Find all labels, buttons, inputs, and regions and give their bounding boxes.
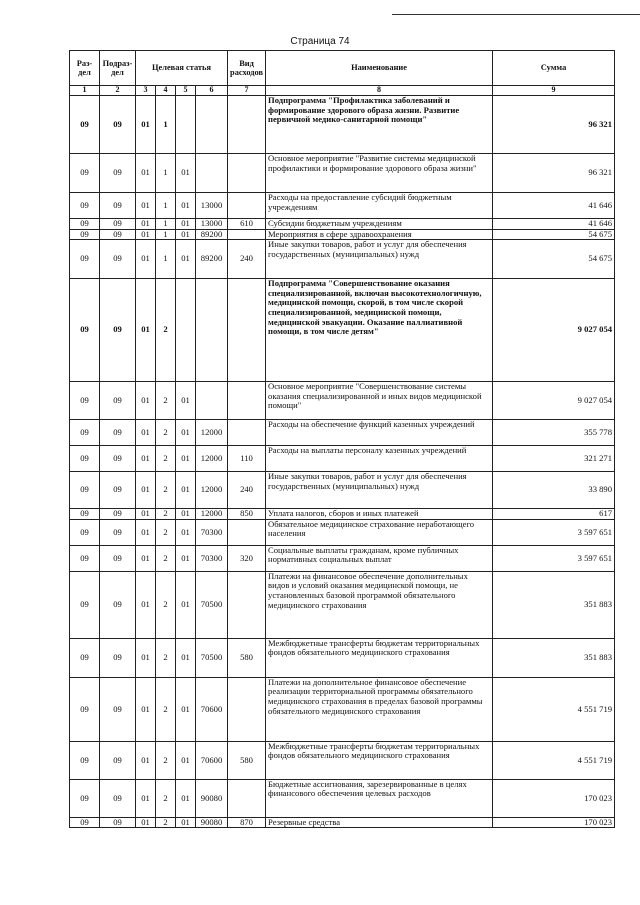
table-row <box>70 545 615 571</box>
cell-direction <box>196 382 228 420</box>
cell-vid-rashodov <box>228 192 266 218</box>
cell-summa: 170 023 <box>493 817 615 828</box>
cell-razdel: 09 <box>70 279 100 382</box>
cell-subprogram: 1 <box>156 229 176 240</box>
cell-summa: 96 321 <box>493 153 615 192</box>
cell-razdel: 09 <box>70 446 100 472</box>
cell-naimenovanie: Подпрограмма "Профилактика заболеваний и формирование здорового образа жизни. Развитие первичной медико-санитарной помощи" <box>266 95 493 153</box>
cell-program: 01 <box>136 677 156 741</box>
cell-direction: 70300 <box>196 519 228 545</box>
cell-measure: 01 <box>176 229 196 240</box>
cell-razdel: 09 <box>70 545 100 571</box>
cell-measure: 01 <box>176 571 196 638</box>
column-number-row <box>70 86 615 96</box>
cell-podrazdel: 09 <box>100 741 136 779</box>
cell-razdel: 09 <box>70 509 100 520</box>
cell-direction: 12000 <box>196 472 228 509</box>
cell-measure: 01 <box>176 192 196 218</box>
cell-subprogram: 1 <box>156 153 176 192</box>
cell-razdel: 09 <box>70 420 100 446</box>
cell-naimenovanie: Основное мероприятие "Совершенствование системы оказания специализированной и иных видов медицинской помощи" <box>266 382 493 420</box>
cell-summa: 41 646 <box>493 192 615 218</box>
cell-summa: 96 321 <box>493 95 615 153</box>
cell-naimenovanie: Платежи на дополнительное финансовое обеспечение реализации территориальной программы обязательного медицинского страхования в пределах базовой программы обязательного медицинского страхования <box>266 677 493 741</box>
cell-program: 01 <box>136 741 156 779</box>
cell-program: 01 <box>136 95 156 153</box>
cell-naimenovanie: Обязательное медицинское страхование неработающего населения <box>266 519 493 545</box>
cell-subprogram: 2 <box>156 382 176 420</box>
cell-razdel: 09 <box>70 779 100 817</box>
cell-program: 01 <box>136 420 156 446</box>
table-row <box>70 677 615 741</box>
cell-measure: 01 <box>176 519 196 545</box>
header-naimenovanie: Наименование <box>266 51 493 86</box>
cell-program: 01 <box>136 509 156 520</box>
cell-subprogram: 1 <box>156 192 176 218</box>
cell-naimenovanie: Межбюджетные трансферты бюджетам территориальных фондов обязательного медицинского страхования <box>266 638 493 677</box>
cell-razdel: 09 <box>70 153 100 192</box>
cell-direction: 70500 <box>196 571 228 638</box>
cell-razdel: 09 <box>70 677 100 741</box>
cell-naimenovanie: Мероприятия в сфере здравоохранения <box>266 229 493 240</box>
header-celevaya-statya: Целевая статья <box>136 51 228 86</box>
cell-subprogram: 2 <box>156 509 176 520</box>
header-podrazdel: Подраз-дел <box>100 51 136 86</box>
table-row <box>70 472 615 509</box>
cell-subprogram: 2 <box>156 545 176 571</box>
table-row <box>70 817 615 828</box>
cell-measure <box>176 279 196 382</box>
table-row <box>70 279 615 382</box>
cell-naimenovanie: Подпрограмма "Совершенствование оказания специализированной, включая высокотехнологичную, медицинской помощи, скорой, в том числе скорой специализированной, медицинской помощи, медицинской эвакуации. Оказание паллиативной помощи, в том числе детям" <box>266 279 493 382</box>
cell-summa: 54 675 <box>493 229 615 240</box>
cell-podrazdel: 09 <box>100 677 136 741</box>
cell-razdel: 09 <box>70 192 100 218</box>
cell-program: 01 <box>136 192 156 218</box>
cell-program: 01 <box>136 153 156 192</box>
cell-razdel: 09 <box>70 519 100 545</box>
cell-podrazdel: 09 <box>100 817 136 828</box>
cell-subprogram: 2 <box>156 446 176 472</box>
cell-podrazdel: 09 <box>100 153 136 192</box>
cell-direction <box>196 95 228 153</box>
cell-podrazdel: 09 <box>100 519 136 545</box>
col-number: 9 <box>493 86 615 96</box>
cell-podrazdel: 09 <box>100 420 136 446</box>
table-row <box>70 638 615 677</box>
table-row <box>70 153 615 192</box>
cell-subprogram: 2 <box>156 420 176 446</box>
cell-razdel: 09 <box>70 218 100 229</box>
cell-program: 01 <box>136 638 156 677</box>
cell-direction: 13000 <box>196 192 228 218</box>
cell-summa: 355 778 <box>493 420 615 446</box>
cell-naimenovanie: Социальные выплаты гражданам, кроме публичных нормативных социальных выплат <box>266 545 493 571</box>
cell-razdel: 09 <box>70 817 100 828</box>
cell-subprogram: 1 <box>156 95 176 153</box>
cell-direction: 12000 <box>196 509 228 520</box>
cell-direction: 70500 <box>196 638 228 677</box>
col-number: 2 <box>100 86 136 96</box>
cell-naimenovanie: Расходы на выплаты персоналу казенных учреждений <box>266 446 493 472</box>
cell-naimenovanie: Уплата налогов, сборов и иных платежей <box>266 509 493 520</box>
cell-program: 01 <box>136 218 156 229</box>
cell-direction: 13000 <box>196 218 228 229</box>
cell-razdel: 09 <box>70 638 100 677</box>
table-row <box>70 382 615 420</box>
cell-program: 01 <box>136 229 156 240</box>
cell-vid-rashodov: 580 <box>228 638 266 677</box>
cell-podrazdel: 09 <box>100 472 136 509</box>
scan-artifact-line <box>392 14 640 15</box>
cell-summa: 9 027 054 <box>493 279 615 382</box>
table-row <box>70 420 615 446</box>
cell-podrazdel: 09 <box>100 218 136 229</box>
cell-vid-rashodov <box>228 95 266 153</box>
cell-subprogram: 2 <box>156 779 176 817</box>
cell-subprogram: 2 <box>156 638 176 677</box>
table-header-row <box>70 51 615 86</box>
cell-vid-rashodov <box>228 229 266 240</box>
cell-podrazdel: 09 <box>100 638 136 677</box>
col-number: 4 <box>156 86 176 96</box>
cell-vid-rashodov: 240 <box>228 472 266 509</box>
cell-podrazdel: 09 <box>100 240 136 279</box>
cell-podrazdel: 09 <box>100 779 136 817</box>
cell-subprogram: 1 <box>156 240 176 279</box>
cell-razdel: 09 <box>70 741 100 779</box>
cell-subprogram: 2 <box>156 817 176 828</box>
table-row <box>70 446 615 472</box>
header-razdel: Раз-дел <box>70 51 100 86</box>
cell-naimenovanie: Расходы на предоставление субсидий бюджетным учреждениям <box>266 192 493 218</box>
cell-naimenovanie: Расходы на обеспечение функций казенных учреждений <box>266 420 493 446</box>
cell-direction: 89200 <box>196 229 228 240</box>
cell-direction <box>196 153 228 192</box>
cell-measure: 01 <box>176 472 196 509</box>
page-number: Страница 74 <box>290 36 350 47</box>
cell-measure: 01 <box>176 509 196 520</box>
cell-measure: 01 <box>176 779 196 817</box>
cell-summa: 41 646 <box>493 218 615 229</box>
cell-summa: 170 023 <box>493 779 615 817</box>
col-number: 3 <box>136 86 156 96</box>
cell-podrazdel: 09 <box>100 279 136 382</box>
table-row <box>70 509 615 520</box>
cell-subprogram: 2 <box>156 519 176 545</box>
cell-summa: 4 551 719 <box>493 677 615 741</box>
table-row <box>70 519 615 545</box>
cell-program: 01 <box>136 519 156 545</box>
cell-naimenovanie: Резервные средства <box>266 817 493 828</box>
cell-summa: 617 <box>493 509 615 520</box>
cell-direction: 90080 <box>196 779 228 817</box>
cell-measure: 01 <box>176 638 196 677</box>
cell-podrazdel: 09 <box>100 95 136 153</box>
cell-naimenovanie: Бюджетные ассигнования, зарезервированные в целях финансового обеспечения целевых расходов <box>266 779 493 817</box>
table-row <box>70 218 615 229</box>
cell-direction: 70300 <box>196 545 228 571</box>
table-row <box>70 229 615 240</box>
cell-naimenovanie: Платежи на финансовое обеспечение дополнительных видов и условий оказания медицинской помощи, не установленных базовой программой обязательного медицинского страхования <box>266 571 493 638</box>
cell-vid-rashodov: 110 <box>228 446 266 472</box>
cell-vid-rashodov <box>228 420 266 446</box>
cell-program: 01 <box>136 446 156 472</box>
table-row <box>70 95 615 153</box>
cell-measure: 01 <box>176 240 196 279</box>
col-number: 7 <box>228 86 266 96</box>
header-summa: Сумма <box>493 51 615 86</box>
table-row <box>70 779 615 817</box>
cell-measure: 01 <box>176 545 196 571</box>
cell-direction: 12000 <box>196 446 228 472</box>
col-number: 8 <box>266 86 493 96</box>
cell-naimenovanie: Иные закупки товаров, работ и услуг для обеспечения государственных (муниципальных) нужд <box>266 472 493 509</box>
cell-summa: 33 890 <box>493 472 615 509</box>
cell-naimenovanie: Субсидии бюджетным учреждениям <box>266 218 493 229</box>
cell-vid-rashodov <box>228 779 266 817</box>
cell-program: 01 <box>136 472 156 509</box>
cell-program: 01 <box>136 571 156 638</box>
cell-vid-rashodov: 240 <box>228 240 266 279</box>
cell-measure: 01 <box>176 153 196 192</box>
cell-measure: 01 <box>176 420 196 446</box>
cell-program: 01 <box>136 779 156 817</box>
cell-summa: 3 597 651 <box>493 519 615 545</box>
cell-razdel: 09 <box>70 240 100 279</box>
cell-vid-rashodov: 870 <box>228 817 266 828</box>
cell-subprogram: 2 <box>156 741 176 779</box>
cell-vid-rashodov: 610 <box>228 218 266 229</box>
table-row <box>70 192 615 218</box>
col-number: 1 <box>70 86 100 96</box>
cell-vid-rashodov <box>228 382 266 420</box>
cell-razdel: 09 <box>70 229 100 240</box>
cell-summa: 351 883 <box>493 638 615 677</box>
cell-vid-rashodov: 580 <box>228 741 266 779</box>
cell-measure: 01 <box>176 382 196 420</box>
cell-razdel: 09 <box>70 382 100 420</box>
table-row <box>70 240 615 279</box>
col-number: 5 <box>176 86 196 96</box>
table-body <box>70 95 615 828</box>
cell-podrazdel: 09 <box>100 382 136 420</box>
table-row <box>70 741 615 779</box>
cell-podrazdel: 09 <box>100 509 136 520</box>
cell-program: 01 <box>136 817 156 828</box>
cell-podrazdel: 09 <box>100 192 136 218</box>
col-number: 6 <box>196 86 228 96</box>
cell-program: 01 <box>136 240 156 279</box>
cell-program: 01 <box>136 545 156 571</box>
cell-direction: 89200 <box>196 240 228 279</box>
cell-direction: 90080 <box>196 817 228 828</box>
cell-podrazdel: 09 <box>100 229 136 240</box>
cell-subprogram: 1 <box>156 218 176 229</box>
cell-naimenovanie: Основное мероприятие "Развитие системы медицинской профилактики и формирование здорового образа жизни" <box>266 153 493 192</box>
cell-measure: 01 <box>176 446 196 472</box>
cell-vid-rashodov: 320 <box>228 545 266 571</box>
cell-summa: 3 597 651 <box>493 545 615 571</box>
cell-vid-rashodov <box>228 571 266 638</box>
cell-vid-rashodov <box>228 153 266 192</box>
cell-measure <box>176 95 196 153</box>
cell-measure: 01 <box>176 741 196 779</box>
cell-razdel: 09 <box>70 571 100 638</box>
cell-program: 01 <box>136 279 156 382</box>
cell-summa: 4 551 719 <box>493 741 615 779</box>
cell-subprogram: 2 <box>156 677 176 741</box>
cell-summa: 9 027 054 <box>493 382 615 420</box>
cell-podrazdel: 09 <box>100 571 136 638</box>
cell-measure: 01 <box>176 817 196 828</box>
cell-measure: 01 <box>176 677 196 741</box>
cell-subprogram: 2 <box>156 571 176 638</box>
cell-program: 01 <box>136 382 156 420</box>
cell-direction: 12000 <box>196 420 228 446</box>
cell-vid-rashodov <box>228 677 266 741</box>
cell-subprogram: 2 <box>156 279 176 382</box>
cell-summa: 321 271 <box>493 446 615 472</box>
cell-naimenovanie: Межбюджетные трансферты бюджетам территориальных фондов обязательного медицинского страхования <box>266 741 493 779</box>
cell-direction: 70600 <box>196 677 228 741</box>
cell-podrazdel: 09 <box>100 545 136 571</box>
cell-summa: 351 883 <box>493 571 615 638</box>
cell-direction: 70600 <box>196 741 228 779</box>
cell-podrazdel: 09 <box>100 446 136 472</box>
cell-vid-rashodov: 850 <box>228 509 266 520</box>
table-row <box>70 571 615 638</box>
cell-naimenovanie: Иные закупки товаров, работ и услуг для обеспечения государственных (муниципальных) нужд <box>266 240 493 279</box>
cell-measure: 01 <box>176 218 196 229</box>
header-vid-rashodov: Вид расходов <box>228 51 266 86</box>
cell-summa: 54 675 <box>493 240 615 279</box>
cell-direction <box>196 279 228 382</box>
cell-razdel: 09 <box>70 472 100 509</box>
cell-vid-rashodov <box>228 519 266 545</box>
budget-table <box>69 50 615 828</box>
cell-razdel: 09 <box>70 95 100 153</box>
cell-subprogram: 2 <box>156 472 176 509</box>
cell-vid-rashodov <box>228 279 266 382</box>
